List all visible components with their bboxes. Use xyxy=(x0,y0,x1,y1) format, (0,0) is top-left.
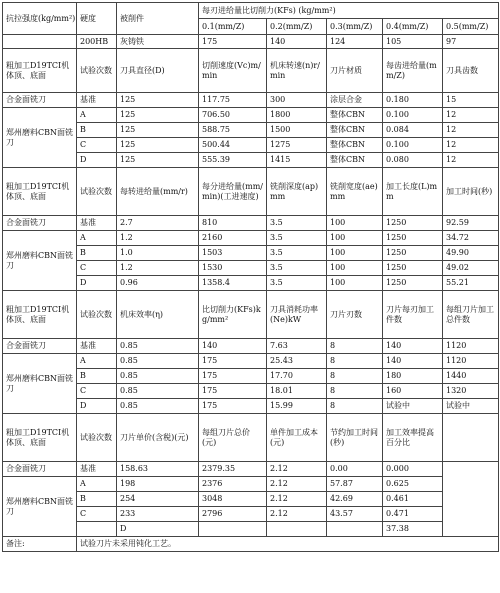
table-cell: 0.461 xyxy=(383,492,443,507)
table-cell: 1358.4 xyxy=(199,276,267,291)
table-cell: 刀片材质 xyxy=(327,49,383,93)
table-cell: 0.625 xyxy=(383,477,443,492)
table-cell: 0.85 xyxy=(117,369,199,384)
table-cell xyxy=(443,414,499,462)
table-row xyxy=(3,231,499,246)
table-cell: 0.3(mm/Z) xyxy=(327,19,383,35)
table-cell: 3.5 xyxy=(267,231,327,246)
table-cell: 55.21 xyxy=(443,276,499,291)
table-cell: 125 xyxy=(117,108,199,123)
table-cell: 合金面铣刀 xyxy=(3,216,77,231)
table-cell: 铣削深度(ap)mm xyxy=(267,168,327,216)
table-cell: 125 xyxy=(117,138,199,153)
table-cell: 加工效率提高百分比 xyxy=(383,414,443,462)
table-cell: 18.01 xyxy=(267,384,327,399)
table-cell: 0.96 xyxy=(117,276,199,291)
table-row xyxy=(3,49,499,71)
table-cell: 刀片刃数 xyxy=(327,291,383,339)
table-cell: A xyxy=(77,231,117,246)
table-cell: 0.5(mm/Z) xyxy=(443,19,499,35)
table-cell: 0.85 xyxy=(117,339,199,354)
table-cell xyxy=(3,35,77,49)
table-row xyxy=(3,246,499,261)
table-cell: 基准 xyxy=(77,216,117,231)
table-cell: 基准 xyxy=(77,339,117,354)
table-cell: A xyxy=(77,108,117,123)
table-cell: 43.57 xyxy=(327,507,383,522)
table-cell: 0.100 xyxy=(383,138,443,153)
table-cell: B xyxy=(77,123,117,138)
table-cell: 92.59 xyxy=(443,216,499,231)
table-cell: 2379.35 xyxy=(199,462,267,477)
table-cell: 灰铸铁 xyxy=(117,35,199,49)
table-cell: 刀具直径(D) xyxy=(117,49,199,93)
table-cell: 试验次数 xyxy=(77,414,117,462)
table-row xyxy=(3,276,499,291)
table-cell: 2.12 xyxy=(267,507,327,522)
table-cell: 1275 xyxy=(267,138,327,153)
table-cell: 2.12 xyxy=(267,492,327,507)
table-cell: 0.85 xyxy=(117,399,199,414)
table-row xyxy=(3,537,499,552)
table-cell: 刀片每刃加工件数 xyxy=(383,291,443,339)
table-cell: D xyxy=(77,399,117,414)
table-cell: 1250 xyxy=(383,246,443,261)
table-cell: 706.50 xyxy=(199,108,267,123)
table-cell: 试验次数 xyxy=(77,291,117,339)
table-cell: 100 xyxy=(327,246,383,261)
table-cell: 2796 xyxy=(199,507,267,522)
table-cell: 3.5 xyxy=(267,246,327,261)
table-cell: 160 xyxy=(383,384,443,399)
table-row xyxy=(3,399,499,414)
table-row xyxy=(3,108,499,123)
table-cell: 1440 xyxy=(443,369,499,384)
table-cell: 加工时间(秒) xyxy=(443,168,499,216)
table-cell: 机床转速(n)r/min xyxy=(267,49,327,93)
table-row xyxy=(3,354,499,369)
table-row xyxy=(3,35,499,49)
table-cell: 基准 xyxy=(77,93,117,108)
table-cell: 12 xyxy=(443,138,499,153)
table-cell: 3.5 xyxy=(267,276,327,291)
table-cell: 2160 xyxy=(199,231,267,246)
table-cell: 198 xyxy=(117,477,199,492)
table-cell: B xyxy=(77,492,117,507)
table-cell: 刀具齿数 xyxy=(443,49,499,93)
data-table-document xyxy=(2,2,499,552)
table-cell xyxy=(443,462,499,537)
table-cell: C xyxy=(77,384,117,399)
table-cell: A xyxy=(77,354,117,369)
table-cell: 郑州磨料CBN面铣刀 xyxy=(3,231,77,291)
table-cell: 郑州磨料CBN面铣刀 xyxy=(3,477,77,537)
table-cell: 1.2 xyxy=(117,261,199,276)
table-cell: 整体CBN xyxy=(327,123,383,138)
table-cell: 1120 xyxy=(443,339,499,354)
table-cell: 涂层合金 xyxy=(327,93,383,108)
table-cell xyxy=(267,522,327,537)
table-cell: B xyxy=(77,246,117,261)
table-cell: 8 xyxy=(327,369,383,384)
table-cell: 8 xyxy=(327,399,383,414)
table-cell: 每分进给量(mm/min)(工进速度) xyxy=(199,168,267,216)
table-cell: 37.38 xyxy=(383,522,443,537)
table-cell: 25.43 xyxy=(267,354,327,369)
table-cell: 1800 xyxy=(267,108,327,123)
table-cell: 粗加工D19TCI机体顶、底面 xyxy=(3,49,77,93)
table-cell: 0.100 xyxy=(383,108,443,123)
table-cell: 郑州磨料CBN面铣刀 xyxy=(3,108,77,168)
table-cell: 500.44 xyxy=(199,138,267,153)
table-cell: 机床效率(η) xyxy=(117,291,199,339)
table-cell: 2376 xyxy=(199,477,267,492)
table-cell: 100 xyxy=(327,261,383,276)
table-cell: 175 xyxy=(199,369,267,384)
table-cell: D xyxy=(77,276,117,291)
table-cell: 铣削宽度(ae)mm xyxy=(327,168,383,216)
table-cell: 试验刀片未采用钝化工艺。 xyxy=(77,537,499,552)
table-cell: 125 xyxy=(117,93,199,108)
table-cell: 1.2 xyxy=(117,231,199,246)
table-cell: 175 xyxy=(199,399,267,414)
table-cell: 试验次数 xyxy=(77,168,117,216)
table-cell: 0.471 xyxy=(383,507,443,522)
table-cell: 1250 xyxy=(383,231,443,246)
table-row xyxy=(3,384,499,399)
table-cell: C xyxy=(77,507,117,522)
table-cell: C xyxy=(77,261,117,276)
table-cell: 粗加工D19TCI机体顶、底面 xyxy=(3,414,77,462)
table-row xyxy=(3,492,499,507)
table-cell: 刀具消耗功率(Ne)kW xyxy=(267,291,327,339)
table-cell: 1250 xyxy=(383,261,443,276)
table-cell: 140 xyxy=(267,35,327,49)
table-row xyxy=(3,123,499,138)
table-cell: A xyxy=(77,477,117,492)
table-cell: 125 xyxy=(117,123,199,138)
table-cell: 100 xyxy=(327,216,383,231)
table-cell: 175 xyxy=(199,384,267,399)
table-cell: 硬度 xyxy=(77,3,117,35)
table-cell: D xyxy=(77,153,117,168)
table-cell: 整体CBN xyxy=(327,153,383,168)
table-cell: 158.63 xyxy=(117,462,199,477)
table-cell: 0.1(mm/Z) xyxy=(199,19,267,35)
table-cell: 1530 xyxy=(199,261,267,276)
table-row xyxy=(3,462,499,477)
table-cell: 0.084 xyxy=(383,123,443,138)
table-cell: 1320 xyxy=(443,384,499,399)
table-row xyxy=(3,153,499,168)
table-cell: 节约加工时间(秒) xyxy=(327,414,383,462)
table-cell xyxy=(327,522,383,537)
table-cell: 备注: xyxy=(3,537,77,552)
table-cell: 124 xyxy=(327,35,383,49)
table-row xyxy=(3,261,499,276)
table-cell: 粗加工D19TCI机体顶、底面 xyxy=(3,168,77,216)
table-cell: 117.75 xyxy=(199,93,267,108)
table-row xyxy=(3,93,499,108)
table-cell: 0.4(mm/Z) xyxy=(383,19,443,35)
table-cell: 8 xyxy=(327,384,383,399)
table-cell: 17.70 xyxy=(267,369,327,384)
table-cell: 12 xyxy=(443,123,499,138)
table-cell: 试验中 xyxy=(443,399,499,414)
table-cell: 合金面铣刀 xyxy=(3,462,77,477)
table-cell: 每组刀片总价(元) xyxy=(199,414,267,462)
table-cell: 0.180 xyxy=(383,93,443,108)
table-cell: 1503 xyxy=(199,246,267,261)
table-cell: 0.85 xyxy=(117,384,199,399)
table-row xyxy=(3,3,499,19)
table-cell: 郑州磨料CBN面铣刀 xyxy=(3,354,77,414)
table-cell: 试验次数 xyxy=(77,49,117,93)
table-row xyxy=(3,477,499,492)
table-cell: 2.12 xyxy=(267,462,327,477)
table-cell: 3.5 xyxy=(267,216,327,231)
table-row xyxy=(3,414,499,438)
table-cell: 每组刀片加工总件数 xyxy=(443,291,499,339)
table-row xyxy=(3,168,499,192)
table-cell: 175 xyxy=(199,35,267,49)
table-cell: 合金面铣刀 xyxy=(3,339,77,354)
table-cell: 比切削力(KFs)kg/mm² xyxy=(199,291,267,339)
table-cell: 300 xyxy=(267,93,327,108)
table-cell: 抗拉强度(kg/mm²) xyxy=(3,3,77,35)
table-row xyxy=(3,369,499,384)
table-cell: 15.99 xyxy=(267,399,327,414)
table-cell: 每齿进给量(mm/Z) xyxy=(383,49,443,93)
table-cell: 3048 xyxy=(199,492,267,507)
table-cell: 140 xyxy=(383,354,443,369)
table-cell: 49.02 xyxy=(443,261,499,276)
table-cell: 整体CBN xyxy=(327,108,383,123)
table-cell: 254 xyxy=(117,492,199,507)
table-cell: 加工长度(L)mm xyxy=(383,168,443,216)
table-cell: 0.080 xyxy=(383,153,443,168)
table-cell: 3.5 xyxy=(267,261,327,276)
table-cell: 1.0 xyxy=(117,246,199,261)
table-cell: 15 xyxy=(443,93,499,108)
table-cell: 12 xyxy=(443,108,499,123)
table-cell: D xyxy=(117,522,199,537)
table-cell: 57.87 xyxy=(327,477,383,492)
table-cell: 42.69 xyxy=(327,492,383,507)
table-row xyxy=(3,291,499,315)
table-row xyxy=(3,216,499,231)
table-cell: C xyxy=(77,138,117,153)
table-cell: 1250 xyxy=(383,216,443,231)
table-cell: 555.39 xyxy=(199,153,267,168)
table-cell: 1415 xyxy=(267,153,327,168)
table-cell: 基准 xyxy=(77,462,117,477)
table-cell: 97 xyxy=(443,35,499,49)
table-cell: 7.63 xyxy=(267,339,327,354)
table-cell: 175 xyxy=(199,354,267,369)
table-cell: 粗加工D19TCI机体顶、底面 xyxy=(3,291,77,339)
table-cell: 100 xyxy=(327,231,383,246)
cutting-test-table xyxy=(2,2,499,552)
table-cell: 200HB xyxy=(77,35,117,49)
table-cell: 810 xyxy=(199,216,267,231)
table-cell: B xyxy=(77,369,117,384)
table-cell: 1120 xyxy=(443,354,499,369)
table-cell: 180 xyxy=(383,369,443,384)
table-cell: 整体CBN xyxy=(327,138,383,153)
table-cell: 588.75 xyxy=(199,123,267,138)
table-cell: 0.000 xyxy=(383,462,443,477)
table-cell: 0.2(mm/Z) xyxy=(267,19,327,35)
table-cell: 140 xyxy=(199,339,267,354)
table-cell: 100 xyxy=(327,276,383,291)
table-cell: 0.00 xyxy=(327,462,383,477)
table-cell: 1500 xyxy=(267,123,327,138)
table-cell: 合金面铣刀 xyxy=(3,93,77,108)
table-cell xyxy=(199,522,267,537)
table-row xyxy=(3,507,499,522)
table-cell: 34.72 xyxy=(443,231,499,246)
table-cell: 刀片单价(含税)(元) xyxy=(117,414,199,462)
table-cell: 单件加工成本(元) xyxy=(267,414,327,462)
table-cell: 105 xyxy=(383,35,443,49)
table-cell: 233 xyxy=(117,507,199,522)
table-row xyxy=(3,138,499,153)
table-cell: 2.12 xyxy=(267,477,327,492)
table-cell: 125 xyxy=(117,153,199,168)
table-row xyxy=(3,522,499,537)
table-row xyxy=(3,339,499,354)
table-cell: 12 xyxy=(443,153,499,168)
table-cell: 每转进给量(mm/r) xyxy=(117,168,199,216)
table-cell: 切削速度(Vc)m/min xyxy=(199,49,267,93)
table-cell: 49.90 xyxy=(443,246,499,261)
table-cell: 1250 xyxy=(383,276,443,291)
table-cell: 8 xyxy=(327,354,383,369)
table-cell: 试验中 xyxy=(383,399,443,414)
table-cell: 140 xyxy=(383,339,443,354)
table-cell: 被削件 xyxy=(117,3,199,35)
table-cell xyxy=(77,522,117,537)
table-cell: 每刃进给量比切削力(KFs) (kg/mm²) xyxy=(199,3,499,19)
table-cell: 0.85 xyxy=(117,354,199,369)
table-cell: 8 xyxy=(327,339,383,354)
table-cell: 2.7 xyxy=(117,216,199,231)
